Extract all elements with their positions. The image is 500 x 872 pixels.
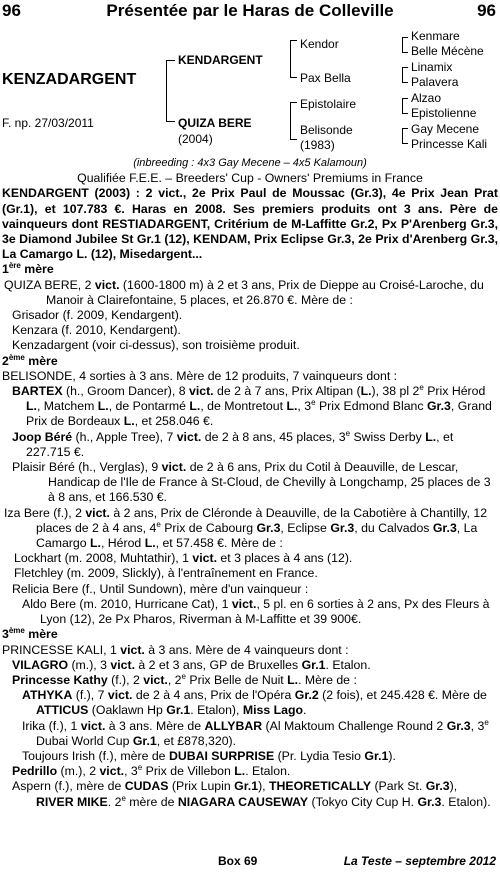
page-header [0,0,500,22]
horse-birth: F. np. 27/03/2011 [2,116,94,130]
progeny-fletchley: Fletchley (m. 2009, Slickly), à l'entraînement en France. [14,566,318,581]
bracket-g3-4 [402,128,408,144]
lot-number-left: 96 [2,1,21,20]
progeny-aldo-bere: Aldo Bere (m. 2010, Hurricane Cat), 1 vict., 5 pl. en 6 sorties à 2 ans, Px des Fleurs à Lyon (12), 2e Px Pharos, Riverman à M-Laffitte et 39 900€. [22,596,490,627]
second-dam-heading: 2ème mère [2,352,58,368]
box-number: Box 69 [218,854,258,868]
qualification-line: Qualifiée F.E.E. – Breeders' Cup - Owners' Premiums in France [77,171,423,186]
progeny-athyka: ATHYKA (f.), 7 vict. de 2 à 4 ans, Prix de l'Opéra Gr.2 (2 fois), et 245.428 €. Mère de ATTICUS (Oaklawn Hp Gr.1. Etalon), Miss Lago. [22,688,487,718]
first-dam-heading: 1ère mère [2,261,54,277]
progeny-plaisir-bere: Plaisir Béré (h., Verglas), 9 vict. de 2 à 6 ans, Prix du Cotil à Deauville, de Lescar, Handicap de l'Ile de France à St-Cloud, de Chevilly à Longchamp, 25 places de 3 à 8 ans, et 166.530 €. [12,460,491,505]
progeny-pedrillo: Pedrillo (m.), 2 vict., 3e Prix de Villebon L.. Etalon. [12,763,291,779]
dam-dam-year: (1983) [300,138,335,152]
progeny-iza-bere: Iza Bere (f.), 2 vict. à 2 ans, Prix de Cléronde à Deauville, de la Cabotière à Chantilly, 12 places de 2 à 4 ans, 4e Prix de Cabourg Gr.3, Eclipse Gr.3, du Calvados Gr.3, La Camargo L., Hérod L., et 57.458 €. Mère de : [4,505,488,551]
dam-year: (2004) [178,132,213,146]
bracket-sire [290,40,297,78]
bracket-g3-1 [402,37,408,53]
progeny-aspern: Aspern (f.), mère de CUDAS (Prix Lupin Gr.1), THEORETICALLY (Park St. Gr.3), RIVER MIKE. 2e mère de NIAGARA CAUSEWAY (Tokyo City Cup H. Gr.3. Etalon). [12,779,491,809]
progeny-kenzara: Kenzara (f. 2010, Kendargent). [12,323,181,338]
sire-paragraph: KENDARGENT (2003) : 2 vict., 2e Prix Paul de Moussac (Gr.3), 4e Prix Jean Prat (Gr.1), et 107.783 €. Haras en 2008. Ses premiers produits ont 3 ans. Père de vainqueurs dont RESTIADARGENT, Critérium de M-Laffitte Gr.2, Px P'Arenberg Gr.3, 3e Diamond Jubilee St Gr.1 (12), KENDAM, Prix Eclipse Gr.3, 2e Prix d'Arenberg Gr.3, La Camargo L. (12), Misedargent... [2,186,498,262]
sire-name: KENDARGENT [178,53,263,67]
g3-dsd: Epistolienne [411,106,477,120]
sire-dam: Pax Bella [300,71,351,85]
third-dam-text: PRINCESSE KALI, 1 vict. à 3 ans. Mère de 4 vainqueurs dont : [2,642,349,657]
progeny-toujours-irish: Toujours Irish (f.), mère de DUBAI SURPRISE (Pr. Lydia Tesio Gr.1). [22,748,396,763]
pedigree-table [0,24,500,159]
progeny-relicia-bere: Relicia Bere (f., Until Sundown), mère d'un vainqueur : [12,581,309,596]
g3-dss: Alzao [411,91,442,105]
g3-dds: Gay Mecene [411,122,480,136]
dam-name: QUIZA BERE [178,116,252,130]
sale-name: La Teste – septembre 2012 [343,854,496,868]
g3-ssd: Belle Mécène [411,44,484,58]
progeny-grisador: Grisador (f. 2009, Kendargent). [12,308,183,323]
first-dam-text: QUIZA BERE, 2 vict. (1600-1800 m) à 2 et 3 ans, Prix de Dieppe au Croisé-Laroche, du Manoir à Clairefontaine, 5 places, et 26.870 €. Mère de : [4,277,484,307]
g3-sss: Kenmare [411,29,460,43]
bracket-g3-3 [402,98,408,114]
progeny-vilagro: VILAGRO (m.), 3 vict. à 2 et 3 ans, GP de Bruxelles Gr.1. Etalon. [12,657,371,672]
bracket-dam [290,102,297,140]
progeny-lockhart: Lockhart (m. 2008, Muhtathir), 1 vict. et 3 places à 4 ans (12). [14,551,353,566]
lot-number-right: 96 [477,1,496,20]
progeny-joop-bere: Joop Béré (h., Apple Tree), 7 vict. de 2 à 8 ans, 45 places, 3e Swiss Derby L., et 227.715 €. [12,428,454,459]
progeny-irika: Irika (f.), 1 vict. à 3 ans. Mère de ALLYBAR (Al Maktoum Challenge Round 2 Gr.3, 3e Dubai World Cup Gr.1, et £878,320). [22,717,489,748]
bracket-g3-2 [402,67,408,83]
page-title: Présentée par le Haras de Colleville [106,1,394,20]
dam-sire: Epistolaire [300,97,357,111]
g3-sdd: Palavera [411,75,459,89]
g3-sds: Linamix [411,60,453,74]
progeny-bartex: BARTEX (h., Groom Dancer), 8 vict. de 2 à 7 ans, Prix Altipan (L.), 38 pl 2e Prix Hérod L., Matchem L., de Pontarmé L., de Montretout L., 3e Prix Edmond Blanc Gr.3, Grand Prix de Bordeaux L., et 258.046 €. [12,382,492,429]
third-dam-heading: 3ème mère [2,626,58,642]
second-dam-text: BELISONDE, 4 sorties à 3 ans. Mère de 12 produits, 7 vainqueurs dont : [2,368,398,383]
progeny-princesse-kathy: Princesse Kathy (f.), 2 vict., 2e Prix Belle de Nuit L.. Mère de : [12,671,357,687]
g3-ddd: Princesse Kali [411,137,488,151]
dam-dam: Belisonde [300,123,353,137]
horse-name: KENZADARGENT [2,71,137,88]
inbreeding-note: (inbreeding : 4x3 Gay Mecene – 4x5 Kalamoun) [133,157,367,169]
bracket-gen1 [166,60,175,122]
progeny-kenzadargent: Kenzadargent (voir ci-dessus), son troisième produit. [12,338,300,353]
sire-sire: Kendor [300,37,339,51]
catalogue-text [2,156,498,810]
